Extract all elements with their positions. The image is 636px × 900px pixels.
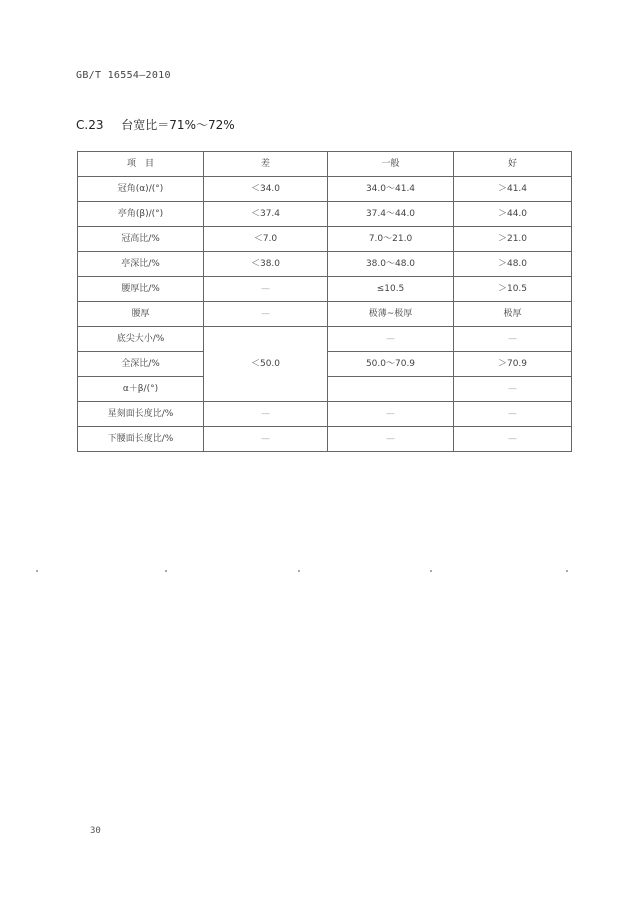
average-value: — — [328, 402, 454, 427]
poor-value: — — [204, 302, 328, 327]
column-header-item: 项 目 — [78, 152, 204, 177]
row-label: 冠高比/% — [78, 227, 204, 252]
poor-value: ＜34.0 — [204, 177, 328, 202]
average-value: 7.0～21.0 — [328, 227, 454, 252]
scan-dot — [36, 570, 38, 572]
column-header-good: 好 — [454, 152, 572, 177]
scan-dot — [298, 570, 300, 572]
section-number: C.23 — [76, 118, 104, 132]
table-row — [78, 402, 572, 427]
good-value: — — [454, 427, 572, 452]
page-number: 30 — [90, 826, 101, 836]
section-heading — [76, 116, 235, 133]
good-value: ＞70.9 — [454, 352, 572, 377]
row-label: 腰厚 — [78, 302, 204, 327]
good-value: — — [454, 377, 572, 402]
column-header-poor: 差 — [204, 152, 328, 177]
average-value: 50.0～70.9 — [328, 352, 454, 377]
row-label: 全深比/% — [78, 352, 204, 377]
row-label: 星刻面长度比/% — [78, 402, 204, 427]
average-value: — — [328, 427, 454, 452]
table-row — [78, 252, 572, 277]
good-value: ＞48.0 — [454, 252, 572, 277]
section-title-text: 台宽比＝71%～72% — [121, 118, 235, 132]
average-value: 37.4～44.0 — [328, 202, 454, 227]
poor-value: ＜37.4 — [204, 202, 328, 227]
poor-value: ＜38.0 — [204, 252, 328, 277]
table-header-row — [78, 152, 572, 177]
poor-value: ＜7.0 — [204, 227, 328, 252]
average-value: 极薄~极厚 — [328, 302, 454, 327]
poor-value: ＜50.0 — [204, 327, 328, 402]
row-label: α＋β/(°) — [78, 377, 204, 402]
row-label: 腰厚比/% — [78, 277, 204, 302]
poor-value: — — [204, 402, 328, 427]
good-value: 极厚 — [454, 302, 572, 327]
good-value: — — [454, 327, 572, 352]
scan-artifact-dots — [0, 570, 636, 572]
grading-table — [77, 151, 572, 452]
table-row — [78, 327, 572, 352]
row-label: 下腰面长度比/% — [78, 427, 204, 452]
row-label: 底尖大小/% — [78, 327, 204, 352]
good-value: ＞21.0 — [454, 227, 572, 252]
good-value: ＞44.0 — [454, 202, 572, 227]
row-label: 亭深比/% — [78, 252, 204, 277]
table-row — [78, 177, 572, 202]
table-row — [78, 302, 572, 327]
scan-dot — [566, 570, 568, 572]
poor-value: — — [204, 427, 328, 452]
average-value — [328, 377, 454, 402]
scan-dot — [165, 570, 167, 572]
average-value: 34.0～41.4 — [328, 177, 454, 202]
poor-value: — — [204, 277, 328, 302]
average-value: 38.0～48.0 — [328, 252, 454, 277]
standard-header: GB/T 16554—2010 — [76, 70, 171, 81]
table-row — [78, 202, 572, 227]
good-value: ＞41.4 — [454, 177, 572, 202]
good-value: ＞10.5 — [454, 277, 572, 302]
row-label: 冠角(α)/(°) — [78, 177, 204, 202]
average-value: ≤10.5 — [328, 277, 454, 302]
good-value: — — [454, 402, 572, 427]
table-row — [78, 277, 572, 302]
table-row — [78, 227, 572, 252]
average-value: — — [328, 327, 454, 352]
column-header-average: 一般 — [328, 152, 454, 177]
row-label: 亭角(β)/(°) — [78, 202, 204, 227]
scan-dot — [430, 570, 432, 572]
table-row — [78, 427, 572, 452]
